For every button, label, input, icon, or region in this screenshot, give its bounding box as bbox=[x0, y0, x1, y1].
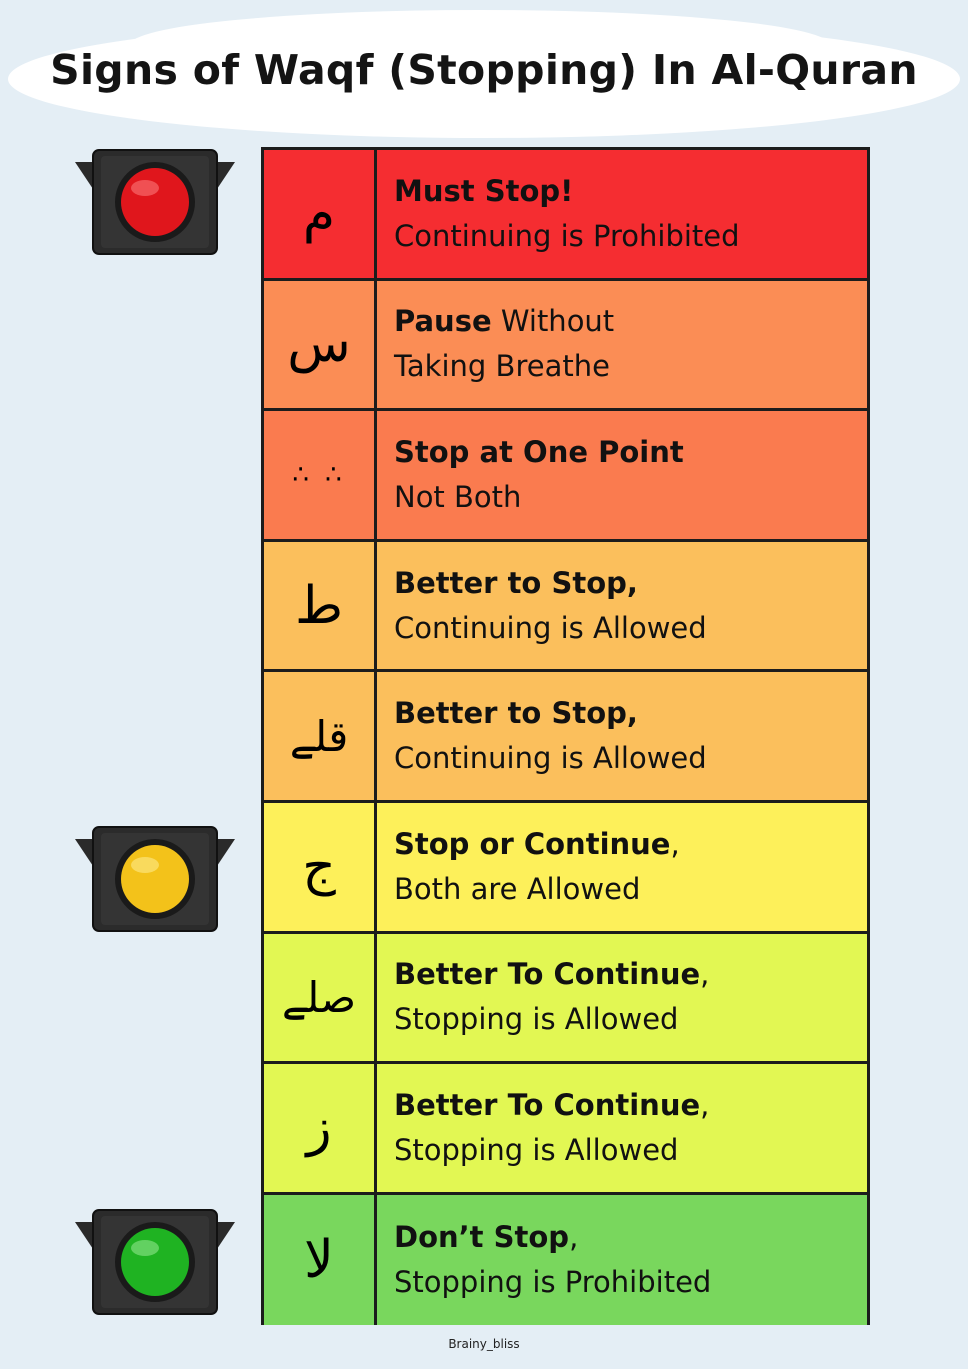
meaning-rest: , bbox=[670, 826, 680, 861]
waqf-sign: ج bbox=[264, 803, 377, 931]
waqf-sign: ز bbox=[264, 1064, 377, 1192]
red-traffic-light-icon bbox=[75, 148, 235, 256]
waqf-sign: م bbox=[264, 150, 377, 278]
meaning-line2: Stopping is Prohibited bbox=[394, 1265, 712, 1300]
sign-description bbox=[377, 411, 867, 539]
waqf-signs-table bbox=[261, 147, 870, 1325]
table-row bbox=[264, 150, 867, 281]
sign-description bbox=[377, 542, 867, 670]
table-row bbox=[264, 803, 867, 934]
table-row bbox=[264, 542, 867, 673]
waqf-sign: س bbox=[264, 281, 377, 409]
meaning-line2: Stopping is Allowed bbox=[394, 1002, 679, 1037]
meaning-line2: Continuing is Allowed bbox=[394, 741, 707, 776]
credit-text: Brainy_bliss bbox=[448, 1337, 520, 1351]
table-row bbox=[264, 934, 867, 1065]
meaning-bold: Better To Continue bbox=[394, 1087, 701, 1122]
sign-description bbox=[377, 672, 867, 800]
sign-description bbox=[377, 934, 867, 1062]
yellow-traffic-light-icon bbox=[75, 825, 235, 933]
meaning-bold: Must Stop! bbox=[394, 173, 574, 208]
table-row bbox=[264, 1064, 867, 1195]
sign-description bbox=[377, 1064, 867, 1192]
table-row bbox=[264, 672, 867, 803]
green-traffic-light-icon bbox=[75, 1208, 235, 1316]
table-row bbox=[264, 1195, 867, 1326]
meaning-line2: Continuing is Prohibited bbox=[394, 218, 740, 253]
meaning-bold: Better To Continue bbox=[394, 957, 701, 992]
meaning-rest: , bbox=[700, 957, 710, 992]
waqf-sign: صلے bbox=[264, 934, 377, 1062]
meaning-rest: , bbox=[700, 1087, 710, 1122]
sign-description bbox=[377, 281, 867, 409]
table-row bbox=[264, 281, 867, 412]
meaning-line2: Stopping is Allowed bbox=[394, 1132, 679, 1167]
meaning-line2: Taking Breathe bbox=[394, 349, 610, 384]
meaning-bold: Pause bbox=[394, 304, 492, 339]
sign-description bbox=[377, 803, 867, 931]
red-lamp bbox=[121, 168, 189, 236]
sign-description bbox=[377, 1195, 867, 1326]
waqf-sign: قلے bbox=[264, 672, 377, 800]
page-title: Signs of Waqf (Stopping) In Al-Quran bbox=[50, 46, 918, 94]
table-row bbox=[264, 411, 867, 542]
meaning-line2: Not Both bbox=[394, 479, 522, 514]
meaning-bold: Stop or Continue bbox=[394, 826, 671, 861]
meaning-rest: Without bbox=[491, 304, 615, 339]
waqf-sign: لا bbox=[264, 1195, 377, 1326]
sign-description bbox=[377, 150, 867, 278]
meaning-bold: Better to Stop, bbox=[394, 696, 638, 731]
meaning-bold: Don’t Stop bbox=[394, 1220, 570, 1255]
meaning-line2: Both are Allowed bbox=[394, 871, 641, 906]
waqf-sign: ∴ ∴ bbox=[264, 411, 377, 539]
waqf-sign: ط bbox=[264, 542, 377, 670]
meaning-bold: Better to Stop, bbox=[394, 565, 638, 600]
meaning-line2: Continuing is Allowed bbox=[394, 610, 707, 645]
meaning-rest: , bbox=[569, 1220, 579, 1255]
meaning-bold: Stop at One Point bbox=[394, 434, 684, 469]
